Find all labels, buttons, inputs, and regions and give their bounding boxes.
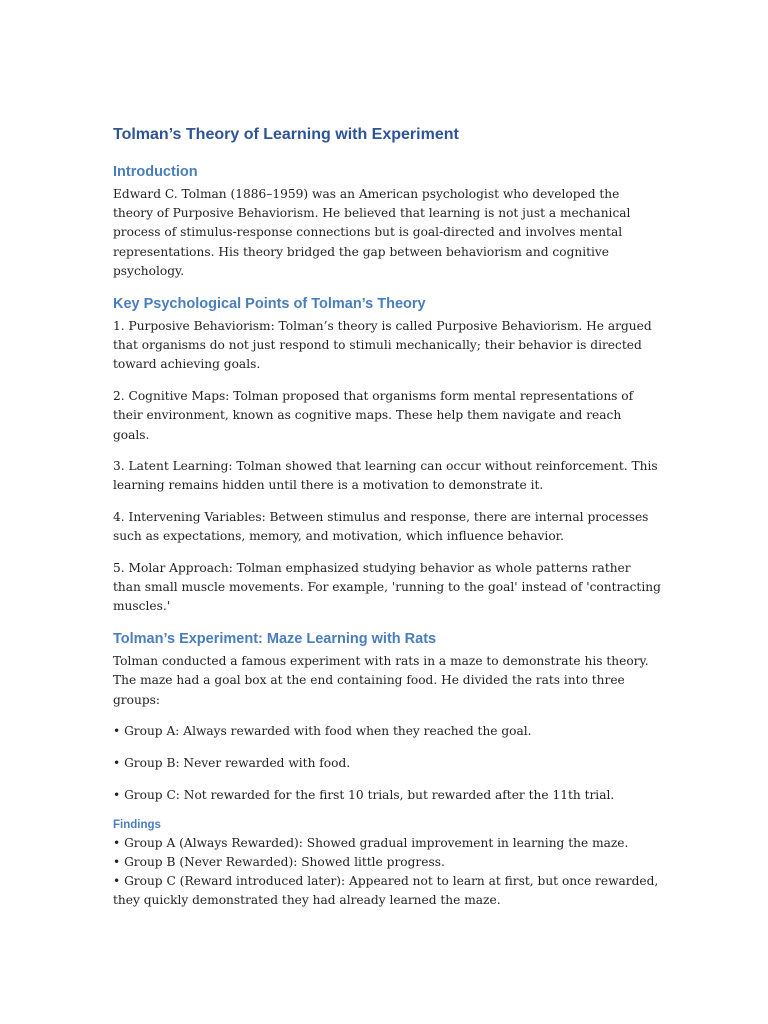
experiment-heading: Tolman’s Experiment: Maze Learning with Rats (113, 631, 437, 648)
key-point-item: 4. Intervening Variables: Between stimulus and response, there are internal processes such as expectations, memory, and motivation, which influence behavior. (113, 510, 649, 544)
experiment-paragraph: Tolman conducted a famous experiment with rats in a maze to demonstrate his theory. The maze had a goal box at the end containing food. He divided the rats into three groups: (113, 654, 649, 707)
experiment-group-item: • Group B: Never rewarded with food. (113, 755, 351, 770)
finding-item: • Group C (Reward introduced later): Appeared not to learn at first, but once rewarded, they quickly demonstrated they had already learned the maze. (113, 874, 659, 908)
key-point-item: 3. Latent Learning: Tolman showed that learning can occur without reinforcement. This learning remains hidden until there is a motivation to demonstrate it. (113, 459, 658, 493)
document-title: Tolman’s Theory of Learning with Experiment (113, 126, 459, 143)
finding-item: • Group A (Always Rewarded): Showed gradual improvement in learning the maze. (113, 835, 629, 850)
document-page (113, 124, 661, 911)
key-points-heading: Key Psychological Points of Tolman’s Theory (113, 296, 426, 313)
key-point-item: 5. Molar Approach: Tolman emphasized studying behavior as whole patterns rather than small muscle movements. For example, 'running to the goal' instead of 'contracting muscles.' (113, 561, 661, 614)
key-point-item: 1. Purposive Behaviorism: Tolman’s theory is called Purposive Behaviorism. He argued that organisms do not just respond to stimuli mechanically; their behavior is directed toward achieving goals. (113, 319, 652, 372)
experiment-group-item: • Group C: Not rewarded for the first 10 trials, but rewarded after the 11th trial. (113, 787, 615, 802)
experiment-group-item: • Group A: Always rewarded with food when they reached the goal. (113, 724, 532, 739)
findings-heading: Findings (113, 818, 161, 831)
introduction-paragraph: Edward C. Tolman (1886–1959) was an American psychologist who developed the theory of Purposive Behaviorism. He believed that learning is not just a mechanical process of stimulus-response connections but is goal-directed and involves mental representations. His theory bridged the gap between behaviorism and cognitive psychology. (113, 187, 631, 278)
introduction-heading: Introduction (113, 164, 198, 180)
key-point-item: 2. Cognitive Maps: Tolman proposed that organisms form mental representations of their environment, known as cognitive maps. These help them navigate and reach goals. (113, 389, 634, 442)
finding-item: • Group B (Never Rewarded): Showed little progress. (113, 855, 445, 870)
